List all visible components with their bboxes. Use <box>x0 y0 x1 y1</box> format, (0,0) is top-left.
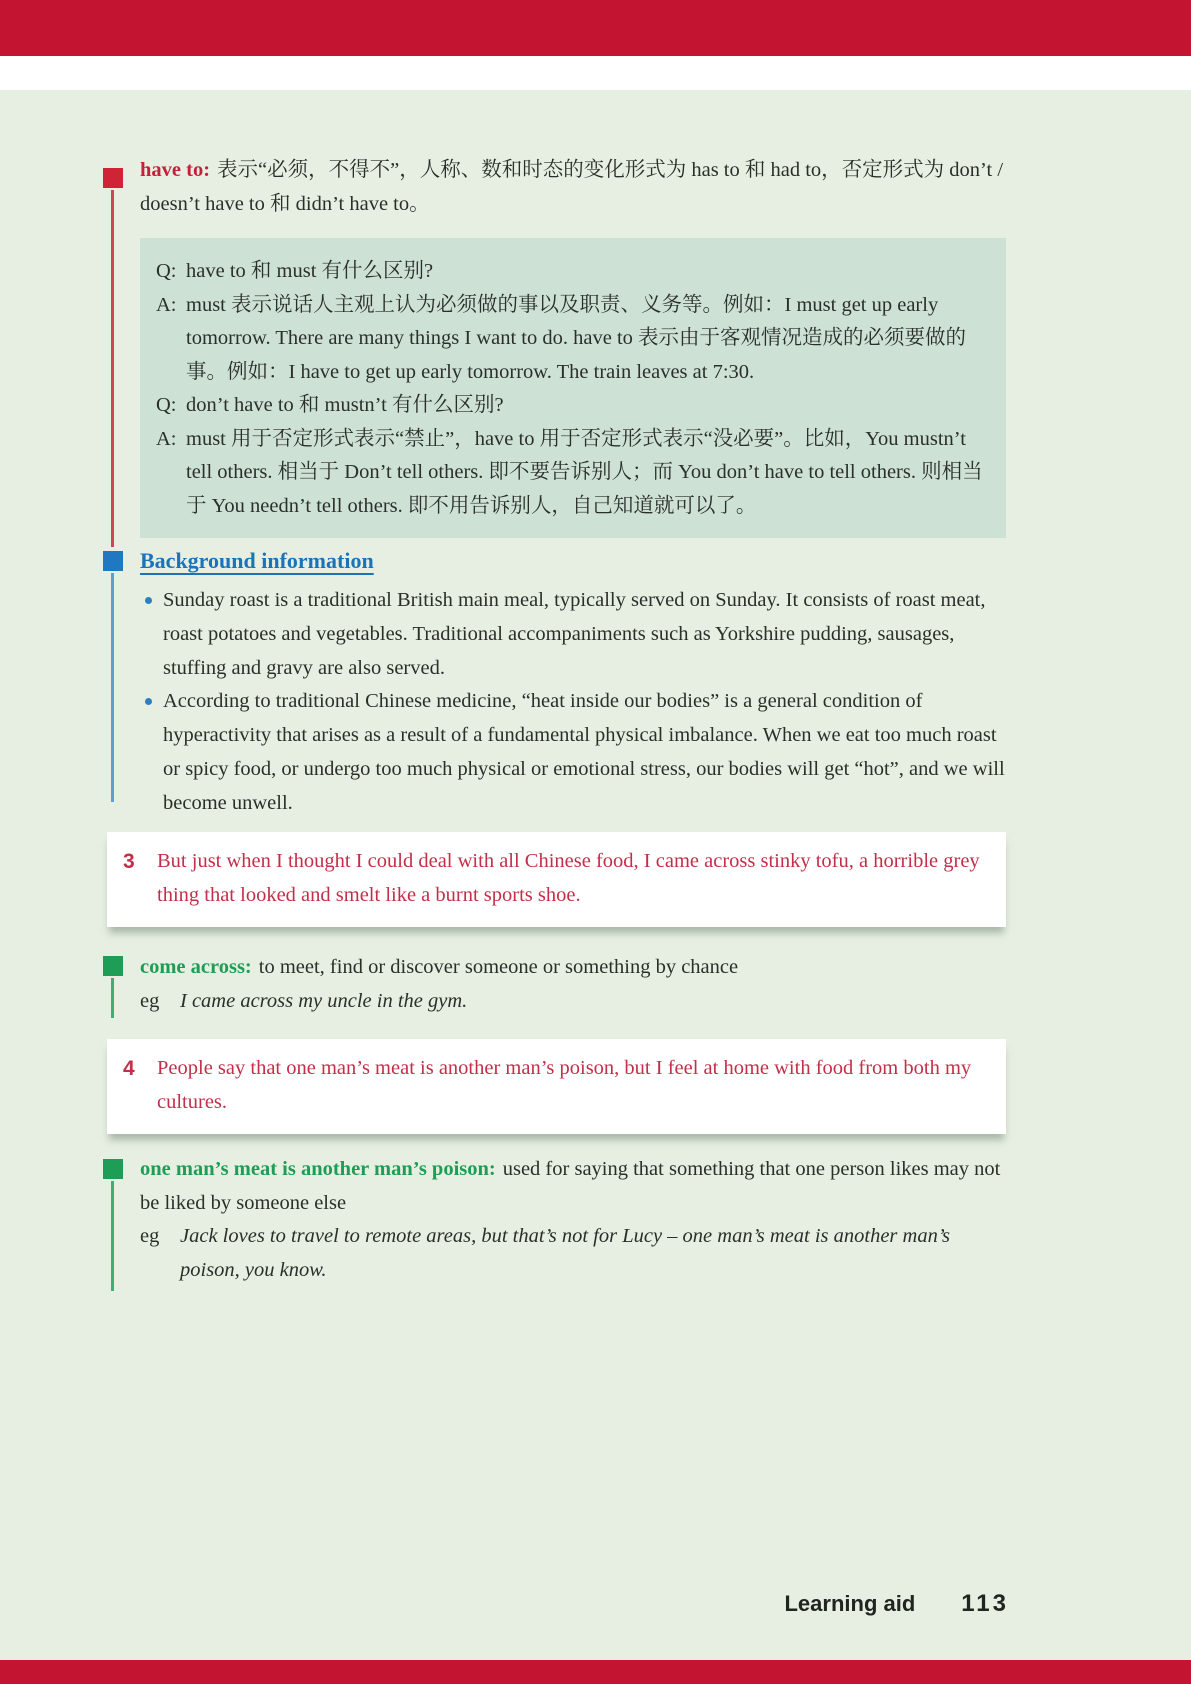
come-across-entry <box>140 951 1008 1018</box>
sentence-number: 3 <box>123 850 135 873</box>
sentence-note-4 <box>107 1039 1006 1134</box>
bottom-edge-band <box>0 1660 1191 1684</box>
list-item <box>145 685 1009 820</box>
bullet-dot-icon <box>145 597 152 604</box>
blue-square-bullet-icon <box>103 551 123 571</box>
background-accent-line <box>111 573 114 802</box>
sentence-note-3 <box>107 832 1006 927</box>
one-mans-definition-line <box>140 1153 1008 1220</box>
page-number: 113 <box>961 1590 1009 1617</box>
have-to-entry <box>140 153 1010 221</box>
example-sentence: Jack loves to travel to remote areas, but that’s not for Lucy – one man’s meat is another man’s poison, you know. <box>180 1225 951 1281</box>
have-to-term: have to: <box>140 159 211 181</box>
one-mans-definition: used for saying that something that one person likes may not be liked by someone else <box>140 1158 1001 1214</box>
background-bullet-text: According to traditional Chinese medicine, “heat inside our bodies” is a general condition of hyperactivity that arises as a result of a fundamental physical imbalance. When we eat too much roast or spicy food, or undergo too much physical or emotional stress, our bodies will get “hot”, and we will become unwell. <box>163 690 1005 814</box>
example-line <box>140 1220 1008 1287</box>
sentence-number: 4 <box>123 1057 135 1080</box>
have-to-accent-line <box>111 190 114 547</box>
qa-question-text: don’t have to 和 mustn’t 有什么区别? <box>186 394 504 416</box>
qa-item <box>156 423 988 524</box>
come-across-term: come across: <box>140 956 252 978</box>
footer-section-label: Learning aid <box>784 1591 916 1616</box>
come-across-accent-line <box>111 978 114 1018</box>
one-mans-meat-entry <box>140 1153 1008 1287</box>
qa-answer-text: must 表示说话人主观上认为必须做的事以及职责、义务等。例如：I must get up early tomorrow. There are many things I want to do. have to 表示由于客观情况造成的必须要做的事。例如：I have to get up early tomorrow. The train leaves at 7:30. <box>186 293 967 383</box>
qa-answer-text: must 用于否定形式表示“禁止”，have to 用于否定形式表示“没必要”。比如，You mustn’t tell others. 相当于 Don’t tell others. 即不要告诉别人；而 You don’t have to tell others. 则相当于 You needn’t tell others. 即不用告诉别人，自己知道就可以了。 <box>186 427 983 517</box>
qa-question-label: Q: <box>156 260 177 282</box>
qa-item <box>156 289 988 390</box>
red-square-bullet-icon <box>103 168 123 188</box>
qa-question-text: have to 和 must 有什么区别? <box>186 260 434 282</box>
example-label: eg <box>140 989 160 1012</box>
have-to-description: 表示“必须，不得不”，人称、数和时态的变化形式为 has to 和 had to，否定形式为 don’t / doesn’t have to 和 didn’t have to。 <box>140 159 1004 215</box>
come-across-definition: to meet, find or discover someone or something by chance <box>258 956 739 978</box>
example-sentence: I came across my uncle in the gym. <box>180 989 468 1012</box>
green-square-bullet-icon <box>103 956 123 976</box>
green-square-bullet-icon <box>103 1159 123 1179</box>
list-item <box>145 584 1009 685</box>
qa-answer-label: A: <box>156 427 177 450</box>
come-across-definition-line <box>140 951 1008 985</box>
background-information-title: Background information <box>140 548 374 573</box>
qa-item <box>156 389 988 423</box>
one-mans-accent-line <box>111 1181 114 1291</box>
example-line <box>140 985 1008 1019</box>
background-bullet-list <box>145 584 1009 821</box>
qa-question-label: Q: <box>156 394 177 416</box>
background-bullet-text: Sunday roast is a traditional British main meal, typically served on Sunday. It consists of roast meat, roast potatoes and vegetables. Traditional accompaniments such as Yorkshire pudding, sausages, stuffing and gravy are also served. <box>163 589 986 679</box>
qa-box <box>140 238 1006 538</box>
one-mans-term: one man’s meat is another man’s poison: <box>140 1158 496 1180</box>
bullet-dot-icon <box>145 698 152 705</box>
sentence-text: But just when I thought I could deal with all Chinese food, I came across stinky tofu, a horrible grey thing that looked and smelt like a burnt sports shoe. <box>157 850 980 906</box>
sentence-note-4-body <box>123 1052 990 1119</box>
example-label: eg <box>140 1225 160 1247</box>
top-edge-band <box>0 0 1191 56</box>
sentence-text: People say that one man’s meat is another man’s poison, but I feel at home with food from both my cultures. <box>157 1057 972 1113</box>
qa-answer-label: A: <box>156 293 177 316</box>
page-footer <box>784 1590 1009 1618</box>
page-background <box>0 90 1191 1660</box>
sentence-note-3-body <box>123 845 990 912</box>
qa-item <box>156 255 988 289</box>
